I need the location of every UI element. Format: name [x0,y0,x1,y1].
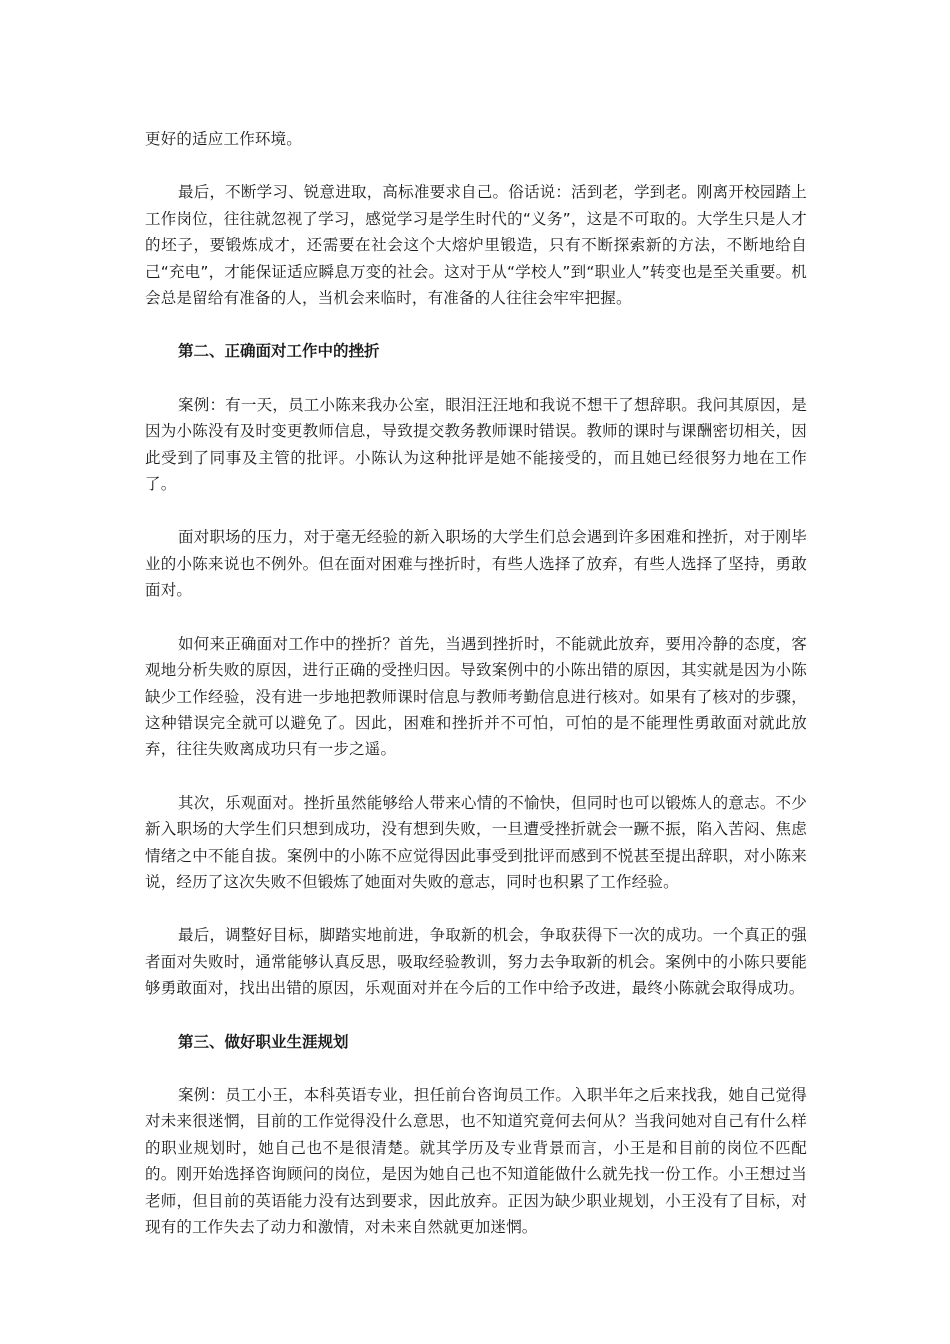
section-heading-setbacks: 第二、正确面对工作中的挫折 [178,342,380,361]
paragraph-optimism: 其次，乐观面对。挫折虽然能够给人带来心情的不愉快，但同时也可以锻炼人的意志。不少新入职场的大学生们只想到成功，没有想到失败，一旦遭受挫折就会一蹶不振，陷入苦闷、焦虑情绪之中不能自拔。案例中的小陈不应觉得因此事受到批评而感到不悦甚至提出辞职，对小陈来说，经历了这次失败不但锻炼了她面对失败的意志，同时也积累了工作经验。 [145,793,807,891]
paragraph-face-setbacks: 如何来正确面对工作中的挫折？首先，当遇到挫折时，不能就此放弃，要用冷静的态度，客观地分析失败的原因，进行正确的受挫归因。导致案例中的小陈出错的原因，其实就是因为小陈缺少工作经验，没有进一步地把教师课时信息与教师考勤信息进行核对。如果有了核对的步骤，这种错误完全就可以避免了。因此，困难和挫折并不可怕，可怕的是不能理性勇敢面对就此放弃，往往失败离成功只有一步之遥。 [145,634,807,759]
paragraph-case-xiaowang: 案例：员工小王，本科英语专业，担任前台咨询员工作。入职半年之后来找我，她自己觉得对未来很迷惘，目前的工作觉得没什么意思，也不知道究竟何去何从？当我问她对自己有什么样的职业规划时，她自己也不是很清楚。就其学历及专业背景而言，小王是和目前的岗位不匹配的。刚开始选择咨询顾问的岗位，是因为她自己也不知道能做什么就先找一份工作。小王想过当老师，但目前的英语能力没有达到要求，因此放弃。正因为缺少职业规划，小王没有了目标，对现有的工作失去了动力和激情，对未来自然就更加迷惘。 [145,1085,807,1236]
document-page [145,126,807,1267]
paragraph-adjust-goals: 最后，调整好目标，脚踏实地前进，争取新的机会，争取获得下一次的成功。一个真正的强者面对失败时，通常能够认真反思，吸取经验教训，努力去争取新的机会。案例中的小陈只要能够勇敢面对，找出出错的原因，乐观面对并在今后的工作中给予改进，最终小陈就会取得成功。 [145,926,807,998]
section-heading-career-planning: 第三、做好职业生涯规划 [178,1032,349,1051]
paragraph-workplace-pressure: 面对职场的压力，对于毫无经验的新入职场的大学生们总会遇到许多困难和挫折，对于刚毕业的小陈来说也不例外。但在面对困难与挫折时，有些人选择了放弃，有些人选择了坚持，勇敢面对。 [145,528,807,600]
paragraph-case-xiaochen: 案例：有一天，员工小陈来我办公室，眼泪汪汪地和我说不想干了想辞职。我问其原因，是因为小陈没有及时变更教师信息，导致提交教务教师课时错误。教师的课时与课酬密切相关，因此受到了同事及主管的批评。小陈认为这种批评是她不能接受的，而且她已经很努力地在工作了。 [145,395,807,494]
paragraph-keep-learning: 最后，不断学习、锐意进取，高标准要求自己。俗话说：活到老，学到老。刚离开校园踏上工作岗位，往往就忽视了学习，感觉学习是学生时代的“义务”，这是不可取的。大学生只是人才的坯子，要锻炼成才，还需要在社会这个大熔炉里锻造，只有不断探索新的方法，不断地给自己“充电”，才能保证适应瞬息万变的社会。这对于从“学校人”到“职业人”转变也是至关重要。机会总是留给有准备的人，当机会来临时，有准备的人往往会牢牢把握。 [145,183,807,308]
paragraph-continuation: 更好的适应工作环境。 [145,130,303,148]
